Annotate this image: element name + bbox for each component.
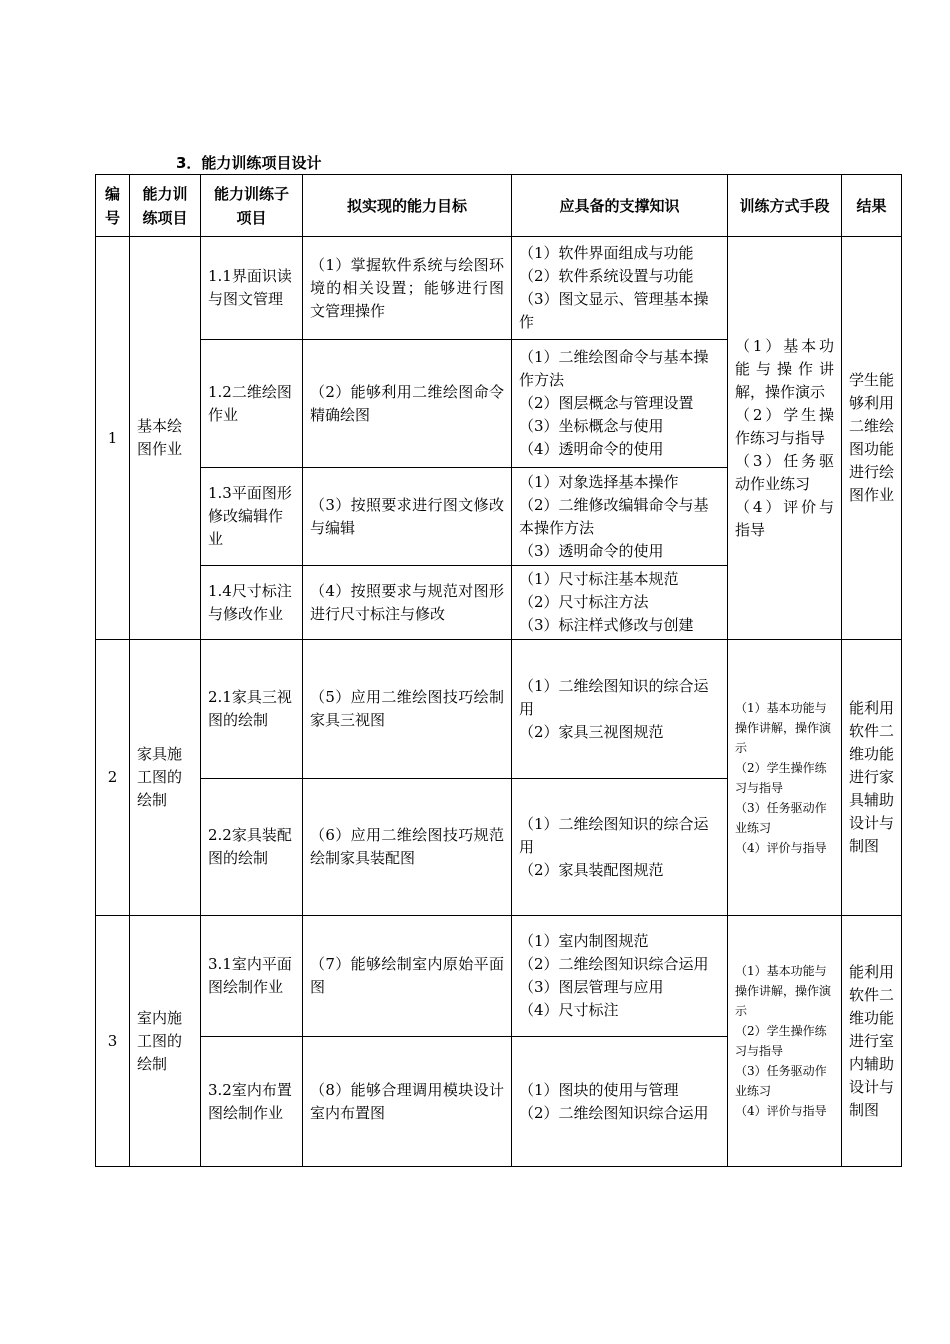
knowledge-cell bbox=[512, 237, 728, 340]
method-item: （4）评价与指导 bbox=[735, 840, 827, 855]
knowledge-item: （1）室内制图规范 bbox=[519, 932, 649, 950]
training-method bbox=[728, 916, 842, 1167]
result-cell: 能利用软件二维功能进行家具辅助设计与制图 bbox=[842, 640, 902, 916]
header-knowledge: 应具备的支撑知识 bbox=[512, 175, 728, 237]
sub-project: 1.4尺寸标注与修改作业 bbox=[201, 566, 303, 640]
knowledge-item: （1）尺寸标注基本规范 bbox=[519, 570, 679, 588]
result-cell: 能利用软件二维功能进行室内辅助设计与制图 bbox=[842, 916, 902, 1167]
sub-project: 3.1室内平面图绘制作业 bbox=[201, 916, 303, 1037]
header-project: 能力训练项目 bbox=[130, 175, 201, 237]
knowledge-item: （1）软件界面组成与功能 bbox=[519, 244, 694, 262]
knowledge-item: （1）图块的使用与管理 bbox=[519, 1080, 679, 1099]
header-method: 训练方式手段 bbox=[728, 175, 842, 237]
ability-goal: （6）应用二维绘图技巧规范绘制家具装配图 bbox=[303, 779, 512, 916]
method-item: （3）任务驱动作业练习 bbox=[735, 451, 834, 493]
training-method bbox=[728, 237, 842, 640]
knowledge-item: （3）图层管理与应用 bbox=[519, 978, 664, 996]
knowledge-item: （1）二维绘图知识的综合运用 bbox=[519, 676, 709, 718]
method-item: （2）学生操作练习与指导 bbox=[735, 1024, 827, 1058]
ability-goal: （4）按照要求与规范对图形进行尺寸标注与修改 bbox=[303, 566, 512, 640]
knowledge-cell bbox=[512, 566, 728, 640]
group-project: 家具施工图的绘制 bbox=[130, 640, 201, 916]
group-num: 3 bbox=[96, 916, 130, 1167]
knowledge-item: （1）对象选择基本操作 bbox=[519, 472, 679, 491]
knowledge-item: （2）家具装配图规范 bbox=[519, 860, 664, 879]
training-method bbox=[728, 640, 842, 916]
method-item: （1）基本功能与操作讲解，操作演示 bbox=[735, 336, 834, 401]
method-item: （4）评价与指导 bbox=[735, 497, 834, 539]
method-item: （2）学生操作练习与指导 bbox=[735, 760, 827, 795]
knowledge-item: （2）二维绘图知识综合运用 bbox=[519, 1103, 709, 1122]
knowledge-item: （4）透明命令的使用 bbox=[519, 440, 664, 458]
sub-project: 1.1界面识读与图文管理 bbox=[201, 237, 303, 340]
knowledge-item: （1）二维绘图命令与基本操作方法 bbox=[519, 348, 709, 389]
knowledge-cell bbox=[512, 916, 728, 1037]
table-row bbox=[96, 640, 902, 779]
group-project: 基本绘图作业 bbox=[130, 237, 201, 640]
knowledge-cell bbox=[512, 468, 728, 566]
method-item: （3）任务驱动作业练习 bbox=[735, 1064, 827, 1098]
header-num: 编号 bbox=[96, 175, 130, 237]
knowledge-cell bbox=[512, 779, 728, 916]
header-sub: 能力训练子项目 bbox=[201, 175, 303, 237]
header-result: 结果 bbox=[842, 175, 902, 237]
group-num: 2 bbox=[96, 640, 130, 916]
table-row bbox=[96, 916, 902, 1037]
knowledge-item: （3）坐标概念与使用 bbox=[519, 417, 664, 435]
sub-project: 1.3平面图形修改编辑作业 bbox=[201, 468, 303, 566]
sub-project: 1.2二维绘图作业 bbox=[201, 340, 303, 468]
ability-goal: （5）应用二维绘图技巧绘制家具三视图 bbox=[303, 640, 512, 779]
knowledge-item: （4）尺寸标注 bbox=[519, 1001, 619, 1019]
sub-project: 2.1家具三视图的绘制 bbox=[201, 640, 303, 779]
header-goal: 拟实现的能力目标 bbox=[303, 175, 512, 237]
knowledge-item: （2）软件系统设置与功能 bbox=[519, 267, 694, 285]
method-item: （2）学生操作练习与指导 bbox=[735, 405, 834, 447]
method-item: （1）基本功能与操作讲解，操作演示 bbox=[735, 700, 832, 755]
result-cell: 学生能够利用二维绘图功能进行绘图作业 bbox=[842, 237, 902, 640]
section-heading: 3．能力训练项目设计 bbox=[176, 154, 322, 172]
method-item: （1）基本功能与操作讲解，操作演示 bbox=[735, 964, 832, 1018]
group-project: 室内施工图的绘制 bbox=[130, 916, 201, 1167]
sub-project: 2.2家具装配图的绘制 bbox=[201, 779, 303, 916]
ability-goal: （1）掌握软件系统与绘图环境的相关设置；能够进行图文管理操作 bbox=[303, 237, 512, 340]
ability-goal: （2）能够利用二维绘图命令精确绘图 bbox=[303, 340, 512, 468]
knowledge-item: （2）图层概念与管理设置 bbox=[519, 394, 694, 412]
knowledge-item: （2）尺寸标注方法 bbox=[519, 593, 649, 611]
sub-project: 3.2室内布置图绘制作业 bbox=[201, 1037, 303, 1167]
header-row bbox=[96, 175, 902, 237]
knowledge-item: （3）透明命令的使用 bbox=[519, 541, 664, 560]
group-num: 1 bbox=[96, 237, 130, 640]
method-item: （3）任务驱动作业练习 bbox=[735, 800, 827, 835]
ability-goal: （8）能够合理调用模块设计室内布置图 bbox=[303, 1037, 512, 1167]
knowledge-item: （2）二维绘图知识综合运用 bbox=[519, 955, 709, 973]
knowledge-cell bbox=[512, 1037, 728, 1167]
ability-goal: （7）能够绘制室内原始平面图 bbox=[303, 916, 512, 1037]
knowledge-item: （3）标注样式修改与创建 bbox=[519, 616, 694, 634]
training-project-table bbox=[95, 174, 902, 1167]
knowledge-item: （3）图文显示、管理基本操作 bbox=[519, 290, 709, 331]
ability-goal: （3）按照要求进行图文修改与编辑 bbox=[303, 468, 512, 566]
knowledge-cell bbox=[512, 640, 728, 779]
method-item: （4）评价与指导 bbox=[735, 1104, 827, 1118]
knowledge-item: （2）二维修改编辑命令与基本操作方法 bbox=[519, 495, 709, 537]
knowledge-cell bbox=[512, 340, 728, 468]
table-row bbox=[96, 237, 902, 340]
knowledge-item: （1）二维绘图知识的综合运用 bbox=[519, 814, 709, 856]
knowledge-item: （2）家具三视图规范 bbox=[519, 722, 664, 741]
